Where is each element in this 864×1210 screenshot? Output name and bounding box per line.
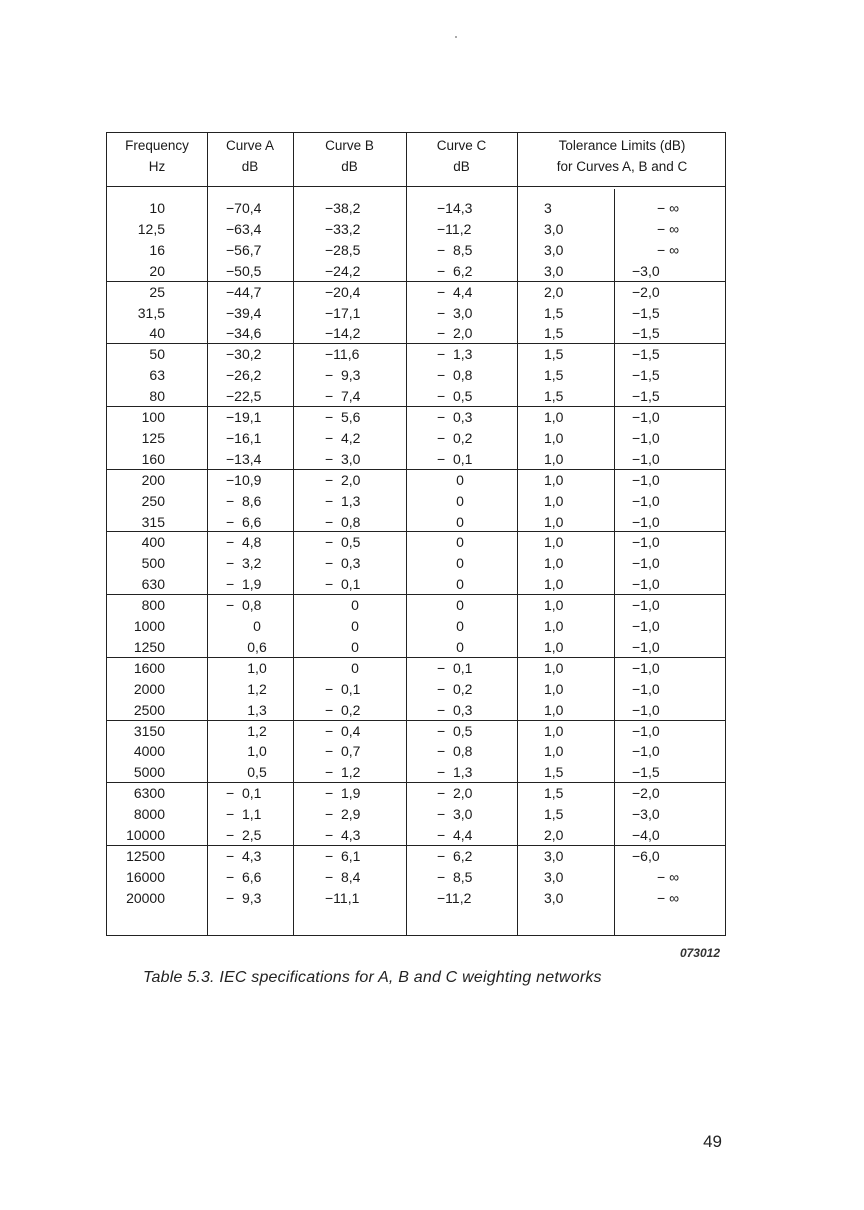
curve-c-cell: − 3,0 <box>437 806 473 823</box>
tolerance-minus-cell: − ∞ <box>657 868 680 885</box>
page-number: 49 <box>703 1132 722 1151</box>
curve-b-cell: −33,2 <box>325 220 361 237</box>
col-divider <box>207 133 208 935</box>
tolerance-minus-cell: − ∞ <box>657 220 680 237</box>
frequency-cell: 16000 <box>126 868 165 885</box>
curve-a-cell: −34,6 <box>226 325 262 342</box>
curve-b-cell: −11,1 <box>325 889 360 906</box>
tolerance-plus-cell: 1,0 <box>544 680 564 697</box>
tolerance-plus-cell: 1,0 <box>544 743 564 760</box>
curve-a-cell: − 9,3 <box>226 889 262 906</box>
curve-a-cell: 1,2 <box>247 722 267 739</box>
figure-code: 073012 <box>679 946 720 960</box>
curve-b-cell: − 5,6 <box>325 409 361 425</box>
tolerance-minus-cell: −1,0 <box>632 492 660 509</box>
tolerance-minus-cell: −1,0 <box>632 659 660 676</box>
tolerance-plus-cell: 1,5 <box>544 325 564 342</box>
tolerance-plus-cell: 2,0 <box>544 283 564 300</box>
header-tolerance: Tolerance Limits (dB) for Curves A, B and C <box>556 138 688 174</box>
curve-a-cell: 1,0 <box>247 743 267 760</box>
tolerance-minus-cell: −1,0 <box>632 471 660 488</box>
tolerance-minus-cell: −6,0 <box>632 847 660 864</box>
frequency-cell: 1250 <box>133 638 165 655</box>
tolerance-plus-cell: 3,0 <box>544 220 564 237</box>
frequency-cell: 2500 <box>133 701 165 718</box>
tolerance-plus-cell: 1,0 <box>544 492 564 509</box>
curve-c-cell: − 6,2 <box>437 847 473 864</box>
curve-a-cell: − 4,8 <box>226 534 262 551</box>
tolerance-plus-cell: 1,0 <box>544 638 564 655</box>
tolerance-plus-cell: 1,0 <box>544 450 564 467</box>
tolerance-minus-cell: −1,5 <box>632 325 660 342</box>
curve-b-cell: 0 <box>351 597 359 614</box>
curve-b-cell: − 0,5 <box>325 534 361 551</box>
col-divider <box>517 133 518 935</box>
curve-b-cell: − 3,0 <box>325 450 361 467</box>
header-curve-b: Curve B dB <box>325 138 374 174</box>
tolerance-plus-cell: 1,0 <box>544 701 564 718</box>
curve-b-cell: − 0,2 <box>325 701 361 718</box>
tolerance-plus-cell: 1,0 <box>544 534 564 551</box>
curve-c-cell: − 6,2 <box>437 262 473 279</box>
curve-b-cell: − 2,0 <box>325 471 361 488</box>
table-caption: Table 5.3. IEC specifications for A, B and C weighting networks <box>143 969 602 986</box>
curve-c-cell: − 4,4 <box>437 827 473 843</box>
frequency-cell: 63 <box>149 367 165 384</box>
tolerance-minus-cell: −1,5 <box>632 304 660 321</box>
frequency-cell: 16 <box>149 241 165 258</box>
curve-a-cell: 1,0 <box>247 659 267 676</box>
curve-b-cell: − 6,1 <box>325 847 361 864</box>
curve-b-cell: − 9,3 <box>325 367 361 384</box>
curve-b-cell: − 1,3 <box>325 492 361 509</box>
tolerance-plus-cell: 3 <box>544 200 552 216</box>
curve-b-cell: −20,4 <box>325 283 361 300</box>
curve-a-cell: − 3,2 <box>226 555 262 572</box>
curve-a-cell: 0,5 <box>247 764 267 781</box>
curve-c-cell: − 0,8 <box>437 743 473 760</box>
curve-a-cell: − 6,6 <box>226 513 262 530</box>
tolerance-minus-cell: −2,0 <box>632 785 660 802</box>
group-divider <box>107 343 725 344</box>
tolerance-minus-cell: −1,0 <box>632 638 660 655</box>
curve-c-cell: 0 <box>456 513 464 530</box>
frequency-cell: 250 <box>141 492 165 509</box>
curve-a-cell: −39,4 <box>226 304 262 321</box>
curve-c-cell: − 0,2 <box>437 680 473 697</box>
tolerance-minus-cell: − ∞ <box>657 241 680 258</box>
frequency-cell: 1600 <box>133 659 165 676</box>
tolerance-minus-cell: −1,0 <box>632 555 660 572</box>
curve-c-cell: 0 <box>456 492 464 509</box>
curve-c-cell: 0 <box>456 597 464 614</box>
curve-a-cell: −70,4 <box>226 200 262 216</box>
tolerance-minus-cell: −1,0 <box>632 722 660 739</box>
curve-c-cell: − 0,5 <box>437 388 473 405</box>
curve-a-cell: −22,5 <box>226 388 262 405</box>
tolerance-minus-cell: −1,0 <box>632 429 660 446</box>
curve-c-cell: − 8,5 <box>437 868 473 885</box>
curve-a-cell: −56,7 <box>226 241 262 258</box>
group-divider <box>107 281 725 282</box>
curve-b-cell: − 8,4 <box>325 868 361 885</box>
frequency-cell: 12500 <box>126 847 165 864</box>
frequency-cell: 315 <box>141 513 165 530</box>
curve-a-cell: 1,3 <box>247 701 267 718</box>
tolerance-plus-cell: 1,5 <box>544 367 564 384</box>
curve-c-cell: − 2,0 <box>437 325 473 342</box>
tolerance-plus-cell: 3,0 <box>544 262 564 279</box>
frequency-cell: 6300 <box>133 785 165 802</box>
group-divider <box>107 594 725 595</box>
tolerance-plus-cell: 1,0 <box>544 722 564 739</box>
tolerance-plus-cell: 1,5 <box>544 346 564 363</box>
frequency-cell: 50 <box>149 346 165 363</box>
tolerance-minus-cell: −1,0 <box>632 743 660 760</box>
curve-c-cell: − 0,8 <box>437 367 473 384</box>
tolerance-plus-cell: 1,5 <box>544 764 564 781</box>
frequency-cell: 10 <box>149 200 165 216</box>
header-frequency: Frequency Hz <box>125 138 189 174</box>
tolerance-plus-cell: 1,0 <box>544 659 564 676</box>
tolerance-plus-cell: 1,0 <box>544 471 564 488</box>
curve-a-cell: −10,9 <box>226 471 262 488</box>
curve-a-cell: − 2,5 <box>226 827 262 843</box>
curve-b-cell: − 0,1 <box>325 576 361 593</box>
frequency-cell: 200 <box>141 471 165 488</box>
frequency-cell: 12,5 <box>137 220 165 237</box>
curve-b-cell: −24,2 <box>325 262 361 279</box>
curve-b-cell: − 1,2 <box>325 764 361 781</box>
tolerance-plus-cell: 1,0 <box>544 409 564 425</box>
curve-c-cell: 0 <box>456 618 464 634</box>
curve-b-cell: 0 <box>351 659 359 676</box>
frequency-cell: 160 <box>141 450 165 467</box>
header-curve-a: Curve A dB <box>225 138 275 174</box>
curve-a-cell: −19,1 <box>226 409 262 425</box>
tolerance-minus-cell: −1,0 <box>632 513 660 530</box>
tolerance-plus-cell: 1,0 <box>544 576 564 593</box>
curve-a-cell: − 1,9 <box>226 576 262 593</box>
tolerance-minus-cell: −1,0 <box>632 701 660 718</box>
curve-a-cell: − 8,6 <box>226 492 262 509</box>
frequency-cell: 31,5 <box>137 304 165 321</box>
tolerance-minus-cell: −1,0 <box>632 618 660 634</box>
curve-c-cell: − 4,4 <box>437 283 473 300</box>
curve-b-cell: − 4,2 <box>325 429 361 446</box>
curve-b-cell: − 1,9 <box>325 785 361 802</box>
tolerance-minus-cell: −1,0 <box>632 680 660 697</box>
curve-c-cell: − 0,5 <box>437 722 473 739</box>
group-divider <box>107 469 725 470</box>
frequency-cell: 3150 <box>133 722 165 739</box>
curve-c-cell: − 1,3 <box>437 764 473 781</box>
tolerance-minus-cell: −1,0 <box>632 534 660 551</box>
frequency-cell: 800 <box>141 597 165 614</box>
tolerance-minus-cell: −1,5 <box>632 346 660 363</box>
tolerance-plus-cell: 1,5 <box>544 785 564 802</box>
frequency-cell: 20 <box>149 262 165 279</box>
curve-a-cell: −16,1 <box>226 429 262 446</box>
curve-b-cell: −38,2 <box>325 200 361 216</box>
tolerance-minus-cell: −1,0 <box>632 450 660 467</box>
group-divider <box>107 782 725 783</box>
tolerance-minus-cell: −1,0 <box>632 409 660 425</box>
group-divider <box>107 406 725 407</box>
group-divider <box>107 531 725 532</box>
group-divider <box>107 657 725 658</box>
frequency-cell: 80 <box>149 388 165 405</box>
curve-c-cell: − 2,0 <box>437 785 473 802</box>
curve-b-cell: − 4,3 <box>325 827 361 843</box>
scan-speck <box>455 36 457 38</box>
tolerance-minus-cell: − ∞ <box>657 889 680 906</box>
curve-a-cell: 1,2 <box>247 680 267 697</box>
curve-c-cell: 0 <box>456 471 464 488</box>
frequency-cell: 25 <box>149 283 165 300</box>
curve-c-cell: −14,3 <box>437 200 473 216</box>
curve-c-cell: − 0,2 <box>437 429 473 446</box>
tolerance-plus-cell: 1,0 <box>544 429 564 446</box>
curve-c-cell: − 0,1 <box>437 450 473 467</box>
frequency-cell: 500 <box>141 555 165 572</box>
tolerance-minus-cell: −1,5 <box>632 367 660 384</box>
frequency-cell: 20000 <box>126 889 165 906</box>
frequency-cell: 10000 <box>126 827 165 843</box>
curve-b-cell: − 0,4 <box>325 722 361 739</box>
curve-b-cell: 0 <box>351 638 359 655</box>
curve-a-cell: 0 <box>253 618 261 634</box>
tolerance-plus-cell: 2,0 <box>544 827 564 843</box>
tolerance-minus-cell: −3,0 <box>632 262 660 279</box>
curve-a-cell: −13,4 <box>226 450 262 467</box>
tolerance-minus-cell: −1,0 <box>632 597 660 614</box>
tolerance-plus-cell: 3,0 <box>544 241 564 258</box>
frequency-cell: 5000 <box>133 764 165 781</box>
curve-a-cell: − 0,8 <box>226 597 262 614</box>
group-divider <box>107 720 725 721</box>
curve-a-cell: −44,7 <box>226 283 262 300</box>
tolerance-minus-cell: −3,0 <box>632 806 660 823</box>
curve-a-cell: − 6,6 <box>226 868 262 885</box>
frequency-cell: 100 <box>141 409 165 425</box>
tolerance-minus-cell: −2,0 <box>632 283 660 300</box>
tolerance-plus-cell: 3,0 <box>544 868 564 885</box>
curve-c-cell: 0 <box>456 576 464 593</box>
curve-c-cell: 0 <box>456 555 464 572</box>
curve-c-cell: − 0,3 <box>437 701 473 718</box>
tolerance-minus-cell: −1,0 <box>632 576 660 593</box>
frequency-cell: 1000 <box>133 618 165 634</box>
frequency-cell: 4000 <box>133 743 165 760</box>
curve-b-cell: −17,1 <box>325 304 361 321</box>
frequency-cell: 40 <box>149 325 165 342</box>
curve-b-cell: − 0,8 <box>325 513 361 530</box>
curve-b-cell: − 0,1 <box>325 680 361 697</box>
curve-a-cell: −50,5 <box>226 262 262 279</box>
curve-b-cell: −11,6 <box>325 346 360 363</box>
frequency-cell: 125 <box>141 429 165 446</box>
header-curve-c: Curve C dB <box>436 138 487 174</box>
curve-b-cell: − 0,7 <box>325 743 361 760</box>
curve-a-cell: −26,2 <box>226 367 262 384</box>
tolerance-plus-cell: 3,0 <box>544 847 564 864</box>
tolerance-plus-cell: 1,0 <box>544 597 564 614</box>
tolerance-minus-cell: −1,5 <box>632 388 660 405</box>
curve-b-cell: − 2,9 <box>325 806 361 823</box>
tolerance-divider <box>614 189 615 935</box>
tolerance-plus-cell: 1,5 <box>544 388 564 405</box>
curve-c-cell: −11,2 <box>437 220 472 237</box>
curve-c-cell: 0 <box>456 534 464 551</box>
curve-c-cell: − 8,5 <box>437 241 473 258</box>
header-divider <box>107 186 725 187</box>
frequency-cell: 400 <box>141 534 165 551</box>
curve-b-cell: −14,2 <box>325 325 361 342</box>
curve-a-cell: 0,6 <box>247 638 267 655</box>
tolerance-plus-cell: 1,0 <box>544 555 564 572</box>
tolerance-minus-cell: −4,0 <box>632 827 660 843</box>
tolerance-plus-cell: 1,5 <box>544 806 564 823</box>
curve-a-cell: −30,2 <box>226 346 262 363</box>
curve-c-cell: − 1,3 <box>437 346 473 363</box>
curve-b-cell: − 7,4 <box>325 388 361 405</box>
curve-c-cell: − 0,3 <box>437 409 473 425</box>
frequency-cell: 630 <box>141 576 165 593</box>
curve-a-cell: −63,4 <box>226 220 262 237</box>
col-divider <box>406 133 407 935</box>
group-divider <box>107 845 725 846</box>
weighting-table <box>106 132 726 936</box>
curve-c-cell: −11,2 <box>437 889 472 906</box>
curve-c-cell: 0 <box>456 638 464 655</box>
curve-c-cell: − 0,1 <box>437 659 473 676</box>
curve-a-cell: − 4,3 <box>226 847 262 864</box>
curve-b-cell: − 0,3 <box>325 555 361 572</box>
curve-b-cell: −28,5 <box>325 241 361 258</box>
curve-a-cell: − 1,1 <box>226 806 262 823</box>
frequency-cell: 8000 <box>133 806 165 823</box>
tolerance-plus-cell: 1,5 <box>544 304 564 321</box>
tolerance-plus-cell: 1,0 <box>544 513 564 530</box>
tolerance-minus-cell: − ∞ <box>657 200 680 216</box>
tolerance-minus-cell: −1,5 <box>632 764 660 781</box>
curve-a-cell: − 0,1 <box>226 785 262 802</box>
frequency-cell: 2000 <box>133 680 165 697</box>
curve-c-cell: − 3,0 <box>437 304 473 321</box>
curve-b-cell: 0 <box>351 618 359 634</box>
tolerance-plus-cell: 1,0 <box>544 618 564 634</box>
tolerance-plus-cell: 3,0 <box>544 889 564 906</box>
